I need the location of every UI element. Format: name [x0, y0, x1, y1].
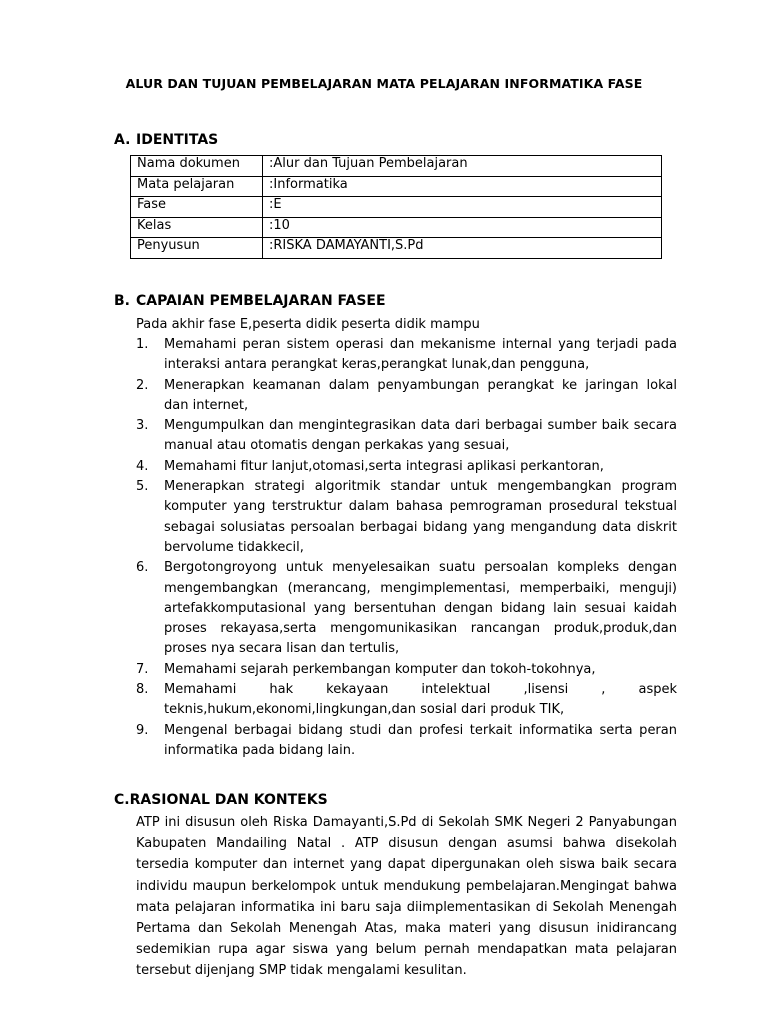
table-cell-label: Kelas: [131, 217, 263, 238]
list-text: Memahami sejarah perkembangan komputer dan tokoh-tokohnya,: [164, 661, 596, 677]
table-cell-label: Fase: [131, 197, 263, 218]
section-b-title: CAPAIAN PEMBELAJARAN FASEE: [136, 293, 386, 309]
table-cell-value: :Informatika: [263, 176, 662, 197]
list-text: Memahami hak kekayaan intelektual ,lisensi , aspek teknis,hukum,ekonomi,lingkungan,dan sosial dari produk TIK,: [164, 682, 677, 718]
list-number: 6.: [136, 560, 149, 576]
list-number: 9.: [136, 722, 149, 738]
section-b-heading: [114, 293, 386, 309]
list-item: [136, 376, 677, 417]
list-number: 7.: [136, 661, 149, 677]
table-cell-value: :10: [263, 217, 662, 238]
section-c-heading: C.RASIONAL DAN KONTEKS: [114, 792, 328, 808]
list-item: [136, 335, 677, 376]
table-cell-value: :E: [263, 197, 662, 218]
list-text: Mengenal berbagai bidang studi dan profesi terkait informatika serta peran informatika pada bidang lain.: [164, 722, 677, 758]
table-row: [131, 217, 662, 238]
list-text: Menerapkan keamanan dalam penyambungan perangkat ke jaringan lokal dan internet,: [164, 377, 677, 413]
list-number: 1.: [136, 337, 149, 352]
list-number: 3.: [136, 418, 149, 434]
list-number: 2.: [136, 377, 149, 393]
list-item: [136, 558, 677, 659]
list-number: 5.: [136, 479, 149, 495]
list-item: [136, 660, 677, 680]
list-text: Mengumpulkan dan mengintegrasikan data dari berbagai sumber baik secara manual atau otomatis dengan perkakas yang sesuai,: [164, 418, 677, 454]
document-title: ALUR DAN TUJUAN PEMBELAJARAN MATA PELAJARAN INFORMATIKA FASE: [125, 76, 643, 91]
table-cell-label: Penyusun: [131, 238, 263, 259]
table-cell-value: :Alur dan Tujuan Pembelajaran: [263, 156, 662, 177]
table-row: [131, 197, 662, 218]
list-number: 4.: [136, 458, 149, 474]
list-item: [136, 721, 677, 762]
list-item: [136, 680, 677, 721]
list-text: Bergotongroyong untuk menyelesaikan suatu persoalan kompleks dengan mengembangkan (merancang, mengimplementasi, memperbaiki, menguji) artefakkomputasional yang bersentuhan dengan bidang lain sesuai kaidah proses rekayasa,serta mengomunikasikan rancangan produk,produk,dan proses nya secara lisan dan tertulis,: [164, 560, 677, 657]
list-item: [136, 457, 677, 477]
section-a-title: IDENTITAS: [136, 132, 219, 148]
table-row: [131, 156, 662, 177]
section-b-intro: Pada akhir fase E,peserta didik peserta didik mampu: [136, 317, 480, 332]
list-text: Memahami fitur lanjut,otomasi,serta integrasi aplikasi perkantoran,: [164, 458, 604, 474]
list-item: [136, 416, 677, 457]
list-text: Menerapkan strategi algoritmik standar untuk mengembangkan program komputer yang terstruktur dalam bahasa pemrograman prosedural tekstual sebagai solusiatas persoalan berbagai bidang yang mengandung data diskrit bervolume tidakkecil,: [164, 479, 677, 555]
section-a-heading: [114, 132, 218, 148]
table-cell-label: Nama dokumen: [131, 156, 263, 177]
capaian-list: [136, 335, 677, 761]
identity-table: [130, 155, 662, 259]
table-cell-value: :RISKA DAMAYANTI,S.Pd: [263, 238, 662, 259]
table-row: [131, 176, 662, 197]
section-a-letter: A.: [114, 132, 131, 148]
table-row: [131, 238, 662, 259]
table-cell-label: Mata pelajaran: [131, 176, 263, 197]
list-item: [136, 477, 677, 558]
section-c-paragraph: ATP ini disusun oleh Riska Damayanti,S.Pd di Sekolah SMK Negeri 2 Panyabungan Kabupaten Mandailing Natal . ATP disusun dengan asumsi bahwa disekolah tersedia komputer dan internet yang dapat dipergunakan oleh siswa baik secara individu maupun berkelompok untuk mendukung pembelajaran.Mengingat bahwa mata pelajaran informatika ini baru saja diimplementasikan di Sekolah Menengah Pertama dan Sekolah Menengah Atas, maka materi yang disusun inidirancang sedemikian rupa agar siswa yang belum pernah mendapatkan mata pelajaran tersebut dijenjang SMP tidak mengalami kesulitan.: [136, 815, 677, 979]
list-text: Memahami peran sistem operasi dan mekanisme internal yang terjadi pada interaksi antara perangkat keras,perangkat lunak,dan pengguna,: [164, 337, 677, 373]
list-number: 8.: [136, 682, 149, 698]
section-b-letter: B.: [114, 293, 130, 309]
